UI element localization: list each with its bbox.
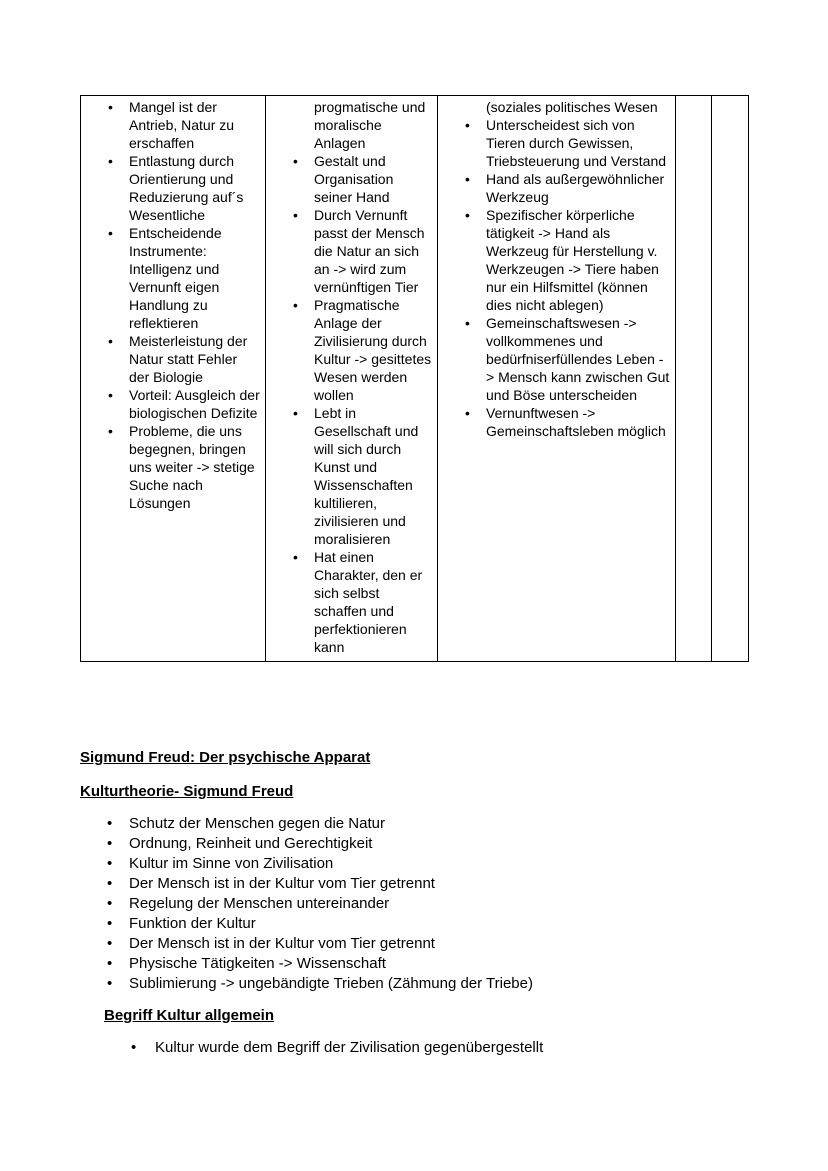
list-item: • Probleme, die uns begegnen, bringen uns weiter -> stetige Suche nach Lösungen — [86, 422, 260, 512]
list-item: • Vorteil: Ausgleich der biologischen Defizite — [86, 386, 260, 422]
list-item: • Funktion der Kultur — [80, 914, 748, 934]
list-item: • Gestalt und Organisation seiner Hand — [271, 152, 432, 206]
list-item: • Regelung der Menschen untereinander — [80, 894, 748, 914]
cell-bullet-list-2 — [271, 152, 432, 656]
heading-kulturtheorie: Kulturtheorie- Sigmund Freud — [80, 783, 294, 800]
list-item: • Lebt in Gesellschaft und will sich durch Kunst und Wissenschaften kultilieren, zivilisieren und moralisieren — [271, 404, 432, 548]
list-item: • Entlastung durch Orientierung und Reduzierung auf´s Wesentliche — [86, 152, 260, 224]
list-item: • Unterscheidest sich von Tieren durch Gewissen, Triebsteuerung und Verstand — [443, 116, 670, 170]
list-item: • Physische Tätigkeiten -> Wissenschaft — [80, 954, 748, 974]
table-cell-column-3 — [438, 96, 676, 662]
list-item: • Ordnung, Reinheit und Gerechtigkeit — [80, 834, 748, 854]
table-cell-column-2 — [266, 96, 438, 662]
table-cell-empty-2 — [712, 96, 749, 662]
cell-bullet-list-3 — [443, 116, 670, 440]
list-item: • Gemeinschaftswesen -> vollkommenes und bedürfniserfüllendes Leben -> Mensch kann zwischen Gut und Böse unterscheiden — [443, 314, 670, 404]
list-item: • Der Mensch ist in der Kultur vom Tier getrennt — [80, 874, 748, 894]
begriff-kultur-bullet-list — [80, 1038, 748, 1058]
table-cell-column-1 — [81, 96, 266, 662]
list-item: • Mangel ist der Antrieb, Natur zu erschaffen — [86, 98, 260, 152]
list-item: • Hat einen Charakter, den er sich selbst schaffen und perfektionieren kann — [271, 548, 432, 656]
heading-begriff-kultur: Begriff Kultur allgemein — [104, 1007, 275, 1024]
list-item: • Pragmatische Anlage der Zivilisierung durch Kultur -> gesittetes Wesen werden wollen — [271, 296, 432, 404]
list-item: • Meisterleistung der Natur statt Fehler der Biologie — [86, 332, 260, 386]
body-sections — [80, 748, 748, 1058]
list-item: • Schutz der Menschen gegen die Natur — [80, 814, 748, 834]
kulturtheorie-bullet-list — [80, 814, 748, 994]
cell-bullet-list-1 — [86, 98, 260, 512]
cell-lead-text: progmatische und moralische Anlagen — [314, 99, 426, 151]
cell-lead-text: (soziales politisches Wesen — [486, 99, 658, 115]
list-item: • Spezifischer körperliche tätigkeit -> Hand als Werkzeug für Herstellung v. Werkzeugen -> Tiere haben nur ein Hilfsmittel (können dies nicht ablegen) — [443, 206, 670, 314]
list-item: • Durch Vernunft passt der Mensch die Natur an sich an -> wird zum vernünftigen Tier — [271, 206, 432, 296]
table-cell-empty-1 — [676, 96, 712, 662]
list-item: • Der Mensch ist in der Kultur vom Tier getrennt — [80, 934, 748, 954]
list-item: • Vernunftwesen -> Gemeinschaftsleben möglich — [443, 404, 670, 440]
list-item: • Sublimierung -> ungebändigte Trieben (Zähmung der Triebe) — [80, 974, 748, 994]
list-item: • Hand als außergewöhnlicher Werkzeug — [443, 170, 670, 206]
list-item: • Kultur wurde dem Begriff der Zivilisation gegenübergestellt — [80, 1038, 748, 1058]
list-item: • Kultur im Sinne von Zivilisation — [80, 854, 748, 874]
notes-table — [80, 95, 749, 662]
list-item: • Entscheidende Instrumente: Intelligenz und Vernunft eigen Handlung zu reflektieren — [86, 224, 260, 332]
table-row — [81, 96, 749, 662]
heading-psychischer-apparat: Sigmund Freud: Der psychische Apparat — [80, 749, 371, 766]
